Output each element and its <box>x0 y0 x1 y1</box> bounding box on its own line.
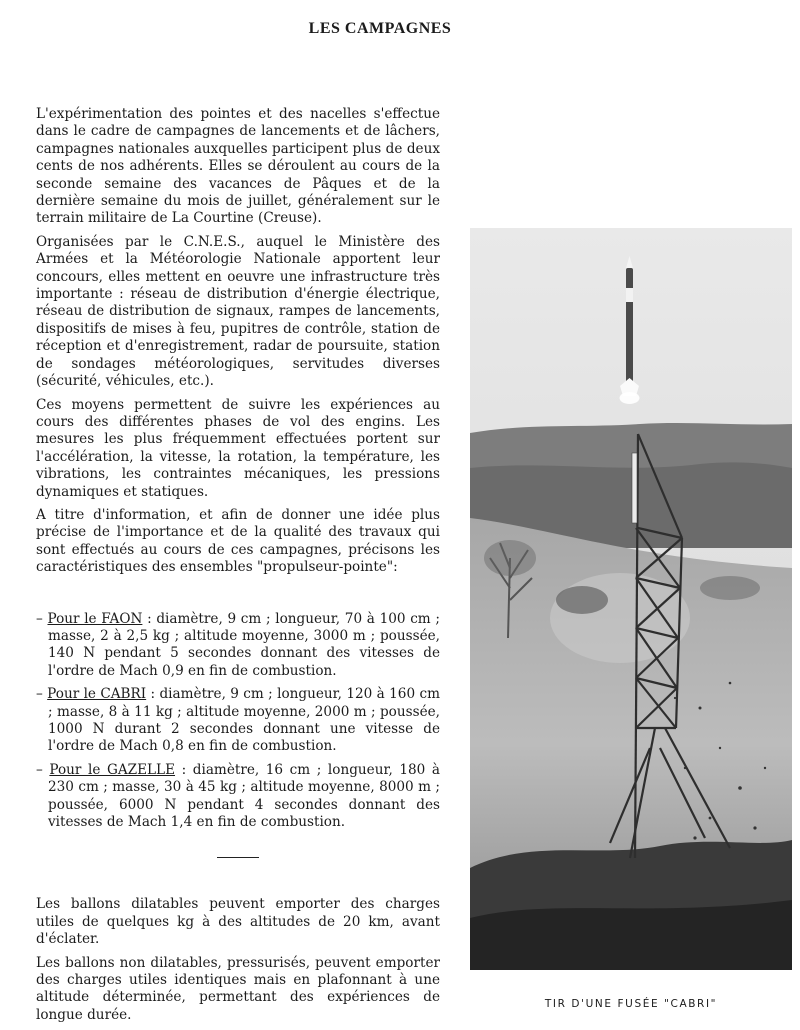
body-text <box>36 106 440 1030</box>
photo-caption: TIR D'UNE FUSÉE "CABRI" <box>544 998 718 1010</box>
rocket-specs-faon: : diamètre, 9 cm ; longueur, 70 à 100 cm ; masse, 2 à 2,5 kg ; altitude moyenne, 3000 m ; poussée, 140 N pendant 5 secondes donnant des vitesses de l'ordre de Mach 0,9 en fin de combustion. <box>48 610 440 679</box>
item-dash: – <box>36 610 43 627</box>
paragraph-ballons-dilatables: Les ballons dilatables peuvent emporter des charges utiles de quelques kg à des altitudes de 20 km, avant d'éclater. <box>36 896 440 948</box>
rocket-item-faon <box>36 611 440 681</box>
rocket-label-faon: Pour le FAON <box>47 610 143 627</box>
item-dash: – <box>36 761 43 778</box>
rocket-item-gazelle <box>36 762 440 832</box>
paragraph-ballons-pressurises: Les ballons non dilatables, pressurisés, peuvent emporter des charges utiles identiques mais en plafonnant à une altitude déterminée, permettant des expériences de longue durée. <box>36 954 440 1023</box>
rocket-specs-gazelle: : diamètre, 16 cm ; longueur, 180 à 230 cm ; masse, 30 à 45 kg ; altitude moyenne, 8000 m ; poussée, 6000 N pendant 4 secondes donnant des vitesses de Mach 1,4 en fin de combustion. <box>48 761 441 831</box>
rocket-label-gazelle: Pour le GAZELLE <box>49 761 176 778</box>
page-title: LES CAMPAGNES <box>308 20 452 37</box>
paragraph-mesures: Ces moyens permettent de suivre les expériences au cours des différentes phases de vol des engins. Les mesures les plus fréquemment effectuées portent sur l'accélération, la vitesse, la rotation, la température, les vibrations, les contraintes mécaniques, les pressions dynamiques et statiques. <box>36 396 440 500</box>
paragraph-information: A titre d'information, et afin de donner une idée plus précise de l'importance et de la qualité des travaux qui sont effectués au cours de ces campagnes, précisons les caractéristiques des ensembles "propulseur-pointe": <box>36 506 440 576</box>
item-dash: – <box>36 686 43 703</box>
rocket-label-cabri: Pour le CABRI <box>47 686 147 703</box>
rocket-specs-cabri: : diamètre, 9 cm ; longueur, 120 à 160 cm ; masse, 8 à 11 kg ; altitude moyenne, 2000 m ; poussée, 1000 N durant 2 secondes donnant une vitesse de l'ordre de Mach 0,8 en fin de combustion. <box>48 686 440 755</box>
rocket-launch-photo <box>470 228 792 970</box>
paragraph-experimentation: L'expérimentation des pointes et des nacelles s'effectue dans le cadre de campagnes de lancements et de lâchers, campagnes nationales auxquelles participent plus de deux cents de nos adhérents. Elles se déroulent au cours de la seconde semaine des vacances de Pâques et de la dernière semaine du mois de juillet, généralement sur le terrain militaire de La Courtine (Creuse). <box>36 106 440 227</box>
paragraph-organisation: Organisées par le C.N.E.S., auquel le Ministère des Armées et la Météorologie Nationale apportent leur concours, elles mettent en oeuvre une infrastructure très importante : réseau de distribution d'énergie électrique, réseau de distribution de signaux, rampes de lancements, dispositifs de mises à feu, pupitres de contrôle, station de réception et d'enregistrement, radar de poursuite, station de sondages météorologiques, servitudes diverses (sécurité, véhicules, etc.). <box>36 233 440 390</box>
section-divider <box>217 857 259 858</box>
rocket-item-cabri <box>36 686 440 756</box>
